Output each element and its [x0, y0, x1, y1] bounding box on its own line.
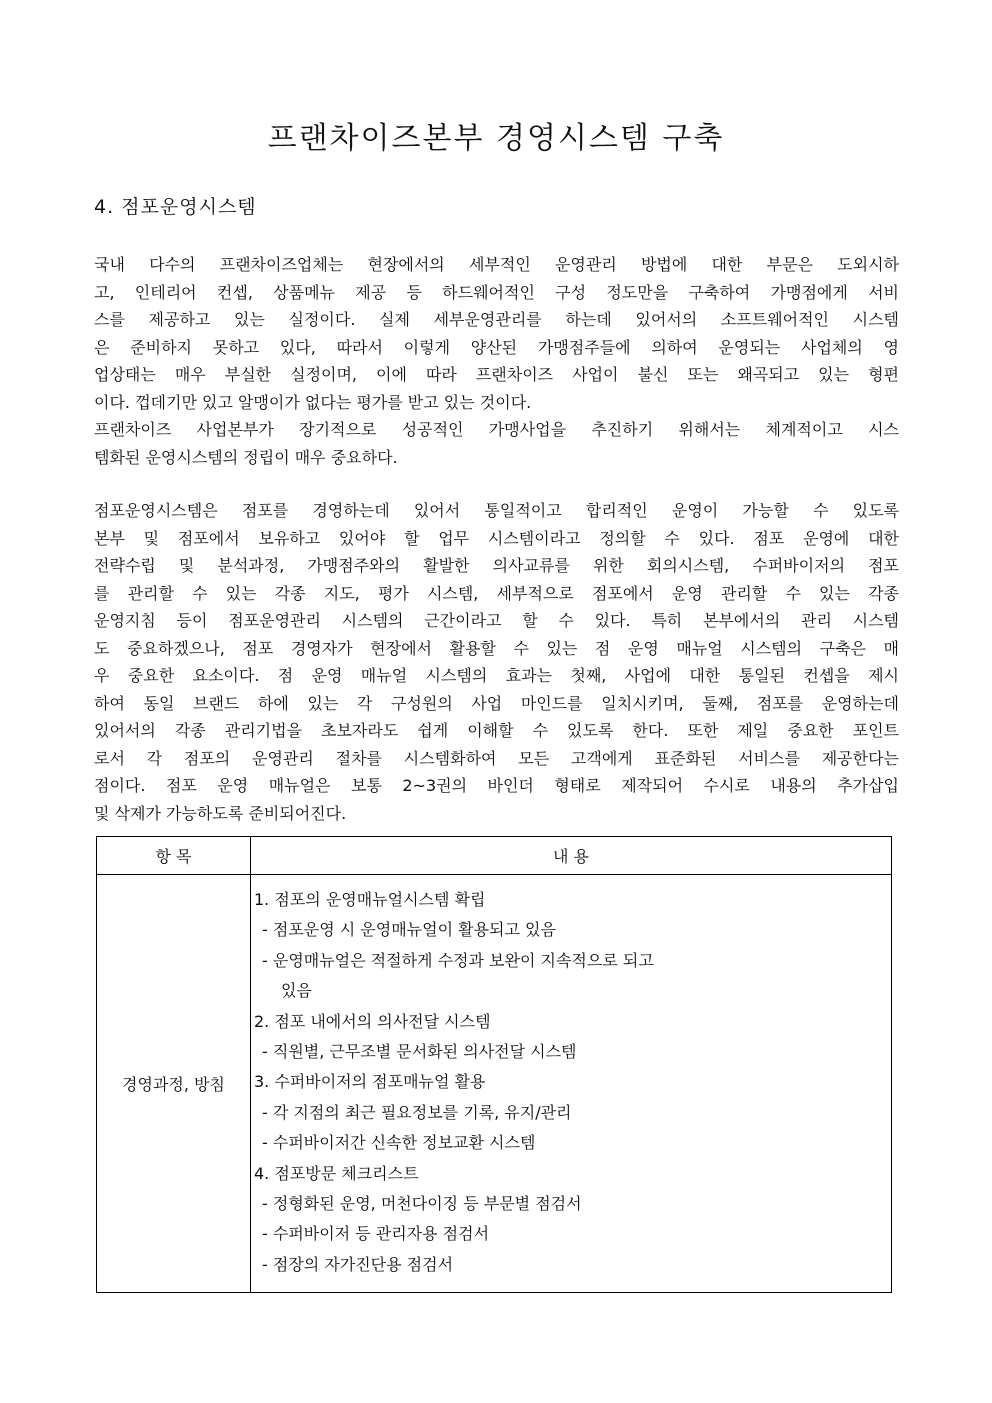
paragraph-line: 본부 및 점포에서 보유하고 있어야 할 업무 시스템이라고 정의할 수 있다. 점포 운영에 대한 [94, 528, 899, 548]
list-item: 4. 점포방문 체크리스트 [254, 1163, 419, 1183]
row-label-cell: 경영과정, 방침 [97, 875, 251, 1293]
paragraph-line: 은 준비하지 못하고 있다, 따라서 이렇게 양산된 가맹점주들에 의하여 운영되는 사업체의 영 [94, 337, 899, 357]
row-content-cell [251, 875, 892, 1293]
paragraph-line: 하여 동일 브랜드 하에 있는 각 구성원의 사업 마인드를 일치시키며, 둘째, 점포를 운영하는데 [94, 693, 899, 713]
table-row [97, 875, 892, 1293]
list-item: - 수퍼바이저간 신속한 정보교환 시스템 [262, 1133, 536, 1153]
paragraph-line: 업상태는 매우 부실한 실정이며, 이에 따라 프랜차이즈 사업이 불신 또는 왜곡되고 있는 형편 [94, 365, 899, 384]
paragraph-definition [94, 497, 899, 827]
paragraph-line: 이다. 껍데기만 있고 알맹이가 없다는 평가를 받고 있는 것이다. [94, 392, 532, 412]
header-content-cell: 내 용 [251, 837, 892, 875]
paragraph-line: 고, 인테리어 컨셉, 상품메뉴 제공 등 하드웨어적인 구성 정도만을 구축하여 가맹점에게 서비 [94, 282, 899, 302]
list-item: 3. 수퍼바이저의 점포매뉴얼 활용 [254, 1072, 486, 1092]
paragraph-line: 점이다. 점포 운영 매뉴얼은 보통 2~3권의 바인더 형태로 제작되어 수시로 내용의 추가삽입 [94, 776, 899, 795]
paragraph-line: 도 중요하겠으나, 점포 경영자가 현장에서 활용할 수 있는 점 운영 매뉴얼 시스템의 구축은 매 [94, 638, 899, 658]
list-item: - 운영매뉴얼은 적절하게 수정과 보완이 지속적으로 되고 [262, 950, 654, 970]
paragraph-line: 우 중요한 요소이다. 점 운영 매뉴얼 시스템의 효과는 첫째, 사업에 대한 통일된 컨셉을 제시 [94, 666, 899, 685]
list-item: 2. 점포 내에서의 의사전달 시스템 [254, 1011, 491, 1031]
operations-table [96, 836, 892, 1293]
list-item: - 점포운영 시 운영매뉴얼이 활용되고 있음 [262, 920, 556, 940]
paragraph-line: 및 삭제가 가능하도록 준비되어진다. [94, 803, 347, 823]
paragraph-line: 를 관리할 수 있는 각종 지도, 평가 시스템, 세부적으로 점포에서 운영 관리할 수 있는 각종 [94, 583, 899, 603]
paragraph-line: 템화된 운영시스템의 정립이 매우 중요하다. [94, 447, 398, 467]
list-item: 1. 점포의 운영매뉴얼시스템 확립 [254, 890, 486, 909]
document-title: 프랜차이즈본부 경영시스템 구축 [267, 121, 725, 156]
paragraph-line: 스를 제공하고 있는 실정이다. 실제 세부운영관리를 하는데 있어서의 소프트웨어적인 시스템 [94, 310, 899, 329]
list-item: - 직원별, 근무조별 문서화된 의사전달 시스템 [262, 1041, 577, 1061]
paragraph-line: 로서 각 점포의 운영관리 절차를 시스템화하여 모든 고객에게 표준화된 서비스를 제공한다는 [94, 748, 899, 768]
paragraph-line: 운영지침 등이 점포운영관리 시스템의 근간이라고 할 수 있다. 특히 본부에서의 관리 시스템 [94, 611, 899, 630]
paragraph-line: 전략수립 및 분석과정, 가맹점주와의 활발한 의사교류를 위한 회의시스템, 수퍼바이저의 점포 [94, 556, 899, 575]
header-item-cell: 항 목 [97, 837, 251, 875]
paragraph-line: 국내 다수의 프랜차이즈업체는 현장에서의 세부적인 운영관리 방법에 대한 부문은 도외시하 [94, 255, 899, 274]
table-header-row [97, 837, 892, 875]
paragraph-line: 있어서의 각종 관리기법을 초보자라도 쉽게 이해할 수 있도록 한다. 또한 제일 중요한 포인트 [94, 721, 899, 740]
list-item: - 각 지점의 최근 필요정보를 기록, 유지/관리 [262, 1102, 572, 1122]
section-heading: 4. 점포운영시스템 [94, 196, 257, 218]
list-item: 있음 [281, 981, 312, 1001]
list-item: - 수퍼바이저 등 관리자용 점검서 [262, 1224, 490, 1244]
list-item: - 점장의 자가진단용 점검서 [262, 1254, 454, 1274]
paragraph-line: 프랜차이즈 사업본부가 장기적으로 성공적인 가맹사업을 추진하기 위해서는 체계적이고 시스 [94, 420, 899, 439]
paragraph-intro [94, 251, 899, 471]
list-item: - 정형화된 운영, 머천다이징 등 부문별 점검서 [262, 1193, 582, 1213]
paragraph-line: 점포운영시스템은 점포를 경영하는데 있어서 통일적이고 합리적인 운영이 가능할 수 있도록 [94, 501, 899, 520]
